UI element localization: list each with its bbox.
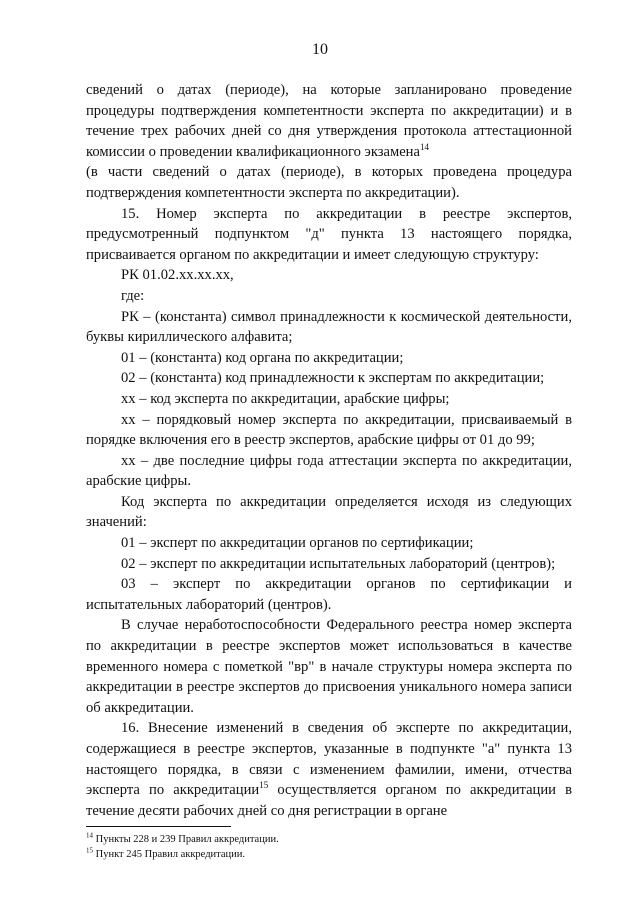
footnote-14: $^{14}$ Пункты 228 и 239 Правил аккредитации. [86, 831, 279, 845]
structure-rk: РК – (константа) символ принадлежности к космической деятельности, буквы кириллического алфавита; [86, 308, 572, 346]
structure-xx-code: хх – код эксперта по аккредитации, арабские цифры; [121, 390, 450, 407]
paragraph-temporary-number: В случае неработоспособности Федерального реестра номер эксперта по аккредитации в реестре экспертов может использоваться в качестве временного номера с пометкой "вр" в начале структуры номера эксперта по аккредитации в реестре экспертов до присвоения уникального номера записи об аккредитации. [86, 617, 572, 716]
code-01: 01 – эксперт по аккредитации органов по сертификации; [121, 535, 474, 552]
code-02: 02 – эксперт по аккредитации испытательных лабораторий (центров); [121, 555, 556, 572]
structure-xx-year: хх – две последние цифры года аттестации эксперта по аккредитации, арабские цифры. [86, 452, 572, 490]
structure-02: 02 – (константа) код принадлежности к экспертам по аккредитации; [121, 370, 545, 387]
footnotes [86, 832, 572, 862]
code-intro: Код эксперта по аккредитации определяется исходя из следующих значений: [86, 493, 572, 531]
footnote-divider [86, 826, 231, 827]
footnote-15: $^{15}$ Пункт 245 Правил аккредитации. [86, 846, 246, 860]
footnote-ref-15: 15 [259, 780, 269, 791]
number-structure: РК 01.02.хх.хх.хх, [121, 267, 234, 284]
paragraph-item-15: 15. Номер эксперта по аккредитации в реестре экспертов, предусмотренный подпунктом "д" пункта 13 настоящего порядка, присваивается органом по аккредитации и имеет следующую структуру: [86, 205, 572, 263]
where-label: где: [121, 287, 145, 304]
paragraph-2: (в части сведений о датах (периоде), в которых проведена процедура подтверждения компетентности эксперта по аккредитации). [86, 164, 572, 201]
document-body [86, 80, 572, 821]
paragraph-1: сведений о датах (периоде), на которые запланировано проведение процедуры подтверждения компетентности эксперта по аккредитации) и в течение трех рабочих дней со дня утверждения протокола аттестационной комиссии о проведении квалификационного экзамена$^{14}$ [86, 82, 572, 160]
structure-xx-serial: хх – порядковый номер эксперта по аккредитации, присваиваемый в порядке включения его в реестр экспертов, арабские цифры от 01 до 99; [86, 411, 572, 449]
page-number: 10 [312, 41, 328, 58]
paragraph-item-16: 16. Внесение изменений в сведения об эксперте по аккредитации, содержащиеся в реестре экспертов, указанные в подпункте "а" пункта 13 настоящего порядка, в связи с изменением фамилии, имени, отчества эксперта по аккредитации$^{15}$ осуществляется органом по аккредитации в течение десяти рабочих дней со дня регистрации в органе [86, 720, 573, 819]
code-03: 03 – эксперт по аккредитации органов по сертификации и испытательных лабораторий (центров). [86, 576, 572, 613]
structure-01: 01 – (константа) код органа по аккредитации; [121, 349, 404, 366]
footnote-ref-14: 14 [419, 141, 429, 152]
